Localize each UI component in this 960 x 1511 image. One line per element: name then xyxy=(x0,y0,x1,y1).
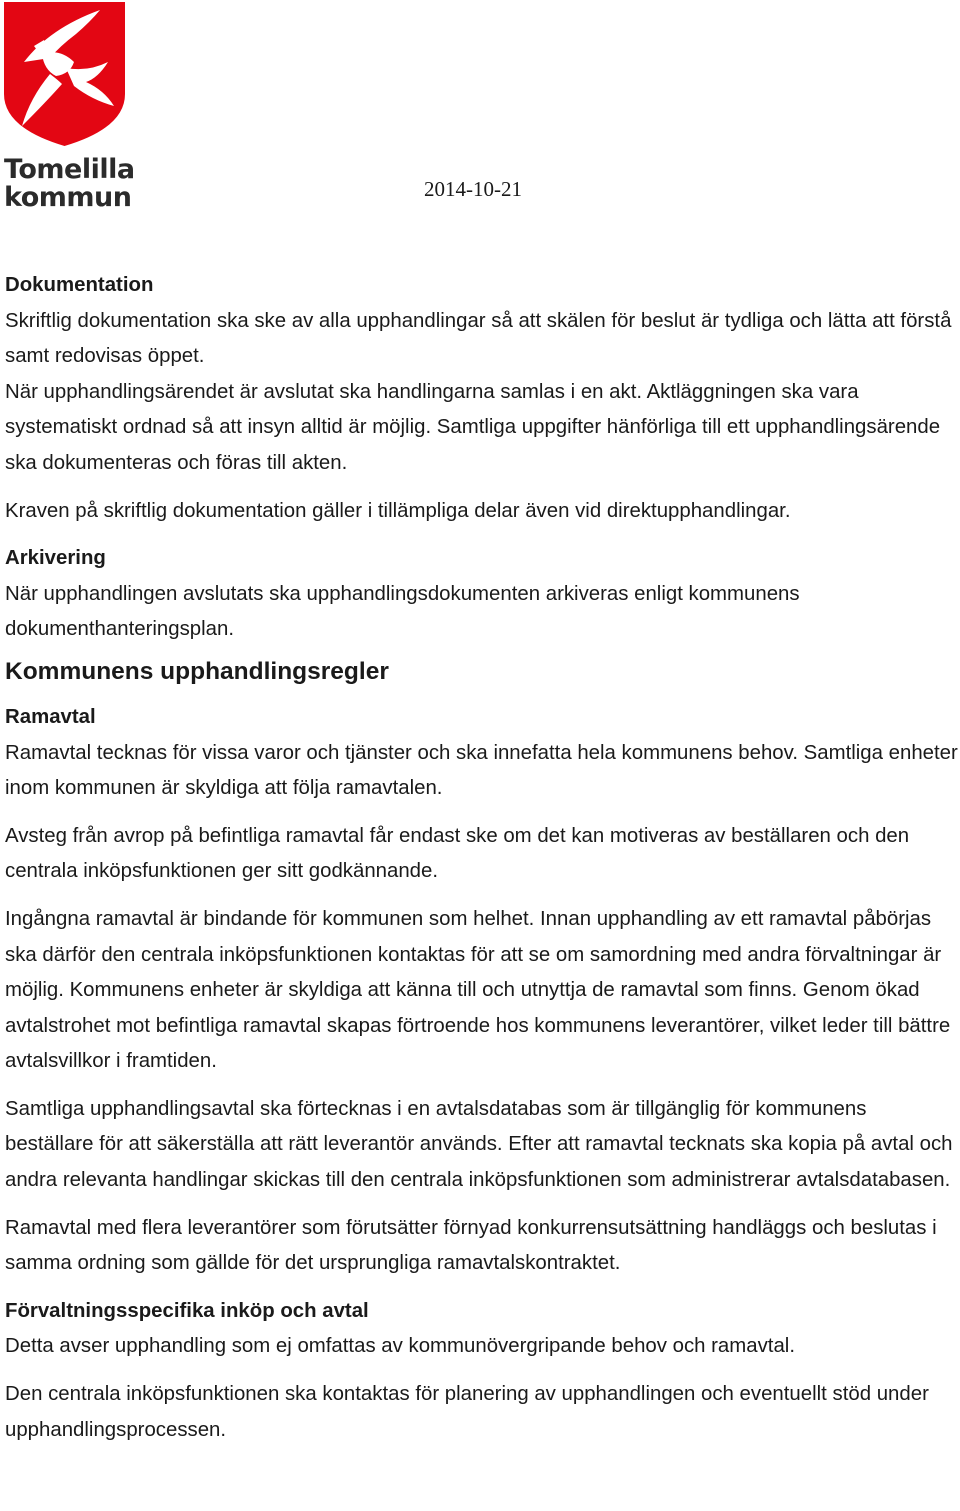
paragraph: När upphandlingen avslutats ska upphandlingsdokumenten arkiveras enligt kommunens dokumenthanteringsplan. xyxy=(5,582,800,641)
heading-upphandlingsregler: Kommunens upphandlingsregler xyxy=(5,657,389,685)
paragraph: Avsteg från avrop på befintliga ramavtal får endast ske om det kan motiveras av beställaren och den centrala inköpsfunktionen ger sitt godkännande. xyxy=(5,824,910,883)
document-date: 2014-10-21 xyxy=(424,177,522,201)
document-body xyxy=(5,268,960,1448)
logo-line-1: Tomelilla xyxy=(4,154,135,185)
heading-forvaltningsspecifika: Förvaltningsspecifika inköp och avtal xyxy=(5,1299,369,1322)
logo-wordmark xyxy=(4,154,135,213)
paragraph: Samtliga upphandlingsavtal ska förtecknas i en avtalsdatabas som är tillgänglig för kommunens beställare för att säkerställa att rätt leverantör används. Efter att ramavtal tecknats ska kopia på avtal och andra relevanta handlingar skickas till den centrala inköpsfunktionen som administrerar avtalsdatabasen. xyxy=(5,1097,953,1192)
heading-ramavtal: Ramavtal xyxy=(5,705,96,728)
paragraph: Ramavtal med flera leverantörer som förutsätter förnyad konkurrensutsättning handläggs och beslutas i samma ordning som gällde för det ursprungliga ramavtalskontraktet. xyxy=(5,1216,937,1275)
paragraph: Skriftlig dokumentation ska ske av alla upphandlingar så att skälen för beslut är tydliga och lätta att förstå samt redovisas öppet. xyxy=(5,309,952,368)
coat-of-arms-icon xyxy=(4,2,125,146)
paragraph: Ingångna ramavtal är bindande för kommunen som helhet. Innan upphandling av ett ramavtal påbörjas ska därför den centrala inköpsfunktionen kontaktas för att se om samordning med andra förvaltningar är möjlig. Kommunens enheter är skyldiga att känna till och utnyttja de ramavtal som finns. Genom ökad avtalstrohet mot befintliga ramavtal skapas förtroende hos kommunens leverantörer, vilket leder till bättre avtalsvillkor i framtiden. xyxy=(5,907,951,1073)
heading-dokumentation: Dokumentation xyxy=(5,274,154,296)
municipality-logo xyxy=(4,2,135,213)
logo-line-2: kommun xyxy=(4,182,132,213)
paragraph: Den centrala inköpsfunktionen ska kontaktas för planering av upphandlingen och eventuellt stöd under upphandlingsprocessen. xyxy=(5,1383,929,1441)
paragraph: Detta avser upphandling som ej omfattas av kommunövergripande behov och ramavtal. xyxy=(5,1335,795,1358)
heading-arkivering: Arkivering xyxy=(5,547,106,570)
paragraph: Kraven på skriftlig dokumentation gäller i tillämpliga delar även vid direktupphandlingar. xyxy=(5,499,791,522)
paragraph: När upphandlingsärendet är avslutat ska handlingarna samlas i en akt. Aktläggningen ska vara systematiskt ordnad så att insyn alltid är möjlig. Samtliga uppgifter hänförliga till ett upphandlingsärende ska dokumenteras och föras till akten. xyxy=(5,380,941,474)
paragraph: Ramavtal tecknas för vissa varor och tjänster och ska innefatta hela kommunens behov. Samtliga enheter inom kommunen är skyldiga att följa ramavtalen. xyxy=(5,741,958,800)
